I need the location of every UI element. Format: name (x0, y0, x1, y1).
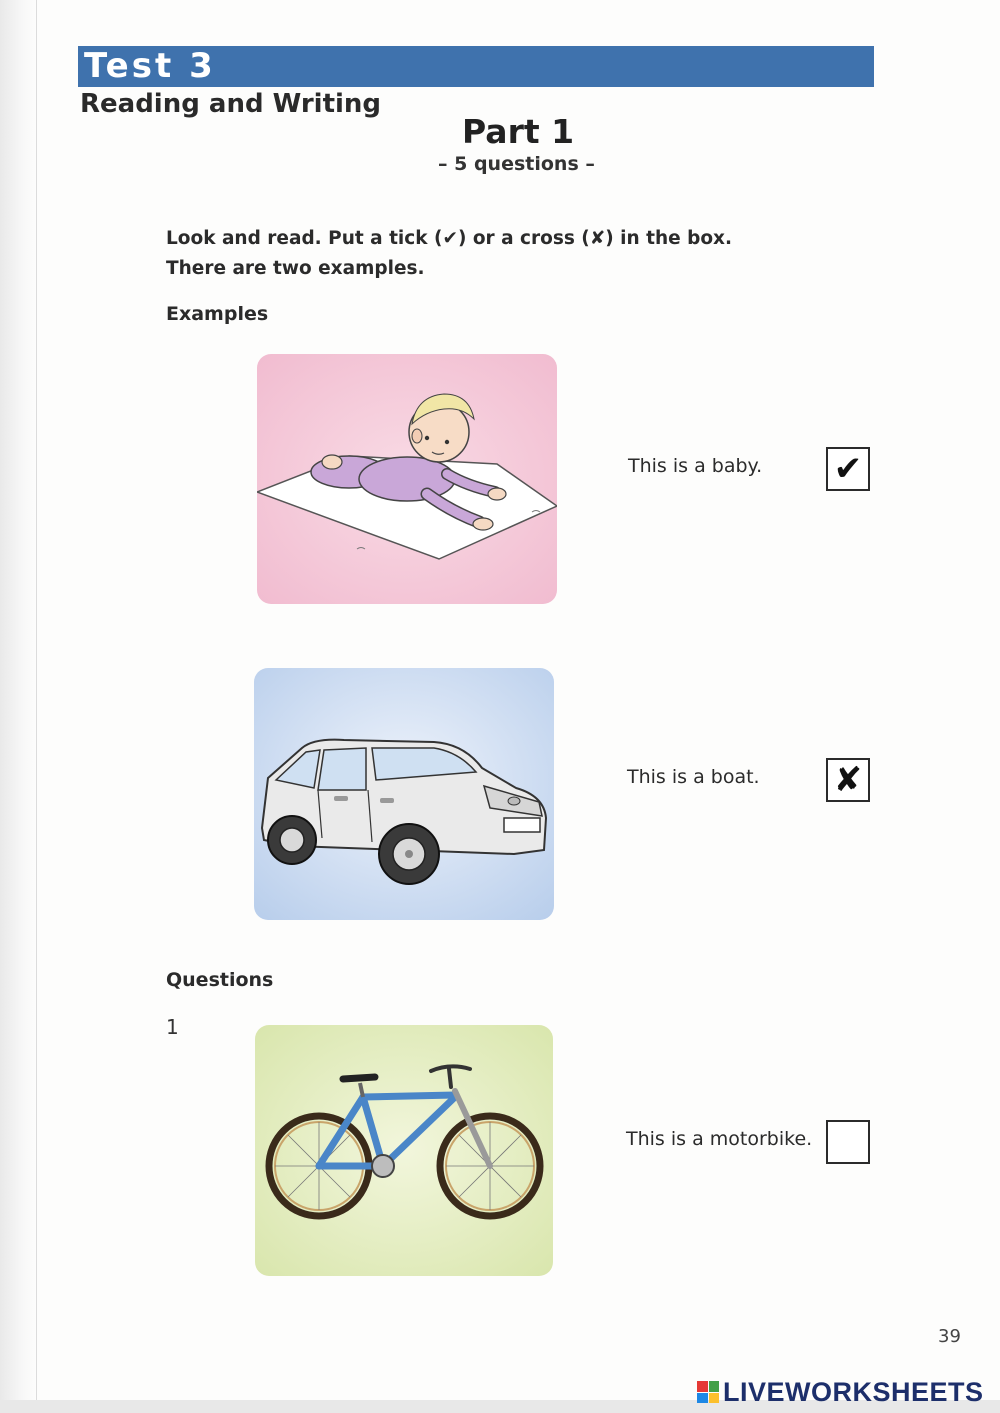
bicycle-picture (255, 1025, 553, 1276)
car-picture (254, 668, 554, 920)
tick-icon: ✔ (833, 449, 863, 489)
test-title: Test 3 (84, 46, 216, 86)
book-spine-shadow (0, 0, 37, 1413)
part-subtitle: – 5 questions – (438, 153, 595, 175)
instructions-line-1: Look and read. Put a tick (✔) or a cross (✘) in the box. (166, 228, 733, 249)
question-1-number: 1 (166, 1015, 179, 1039)
question-1-answer-box[interactable] (826, 1120, 870, 1164)
page-number: 39 (938, 1326, 961, 1347)
cross-icon: ✘ (833, 760, 863, 800)
liveworksheets-icon (697, 1381, 719, 1403)
baby-picture (257, 354, 557, 604)
example-2-sentence: This is a boat. (627, 766, 760, 788)
instructions (166, 224, 866, 284)
liveworksheets-wordmark: LIVEWORKSHEETS (723, 1376, 984, 1407)
instructions-line-2: There are two examples. (166, 258, 425, 279)
question-1-sentence: This is a motorbike. (626, 1128, 813, 1150)
example-2-answer-box[interactable] (826, 758, 870, 802)
example-1-answer-box[interactable] (826, 447, 870, 491)
example-1-sentence: This is a baby. (628, 455, 763, 477)
questions-heading: Questions (166, 969, 274, 991)
part-title: Part 1 (462, 112, 575, 151)
examples-heading: Examples (166, 303, 269, 325)
liveworksheets-logo (697, 1377, 984, 1407)
section-title: Reading and Writing (80, 89, 382, 119)
